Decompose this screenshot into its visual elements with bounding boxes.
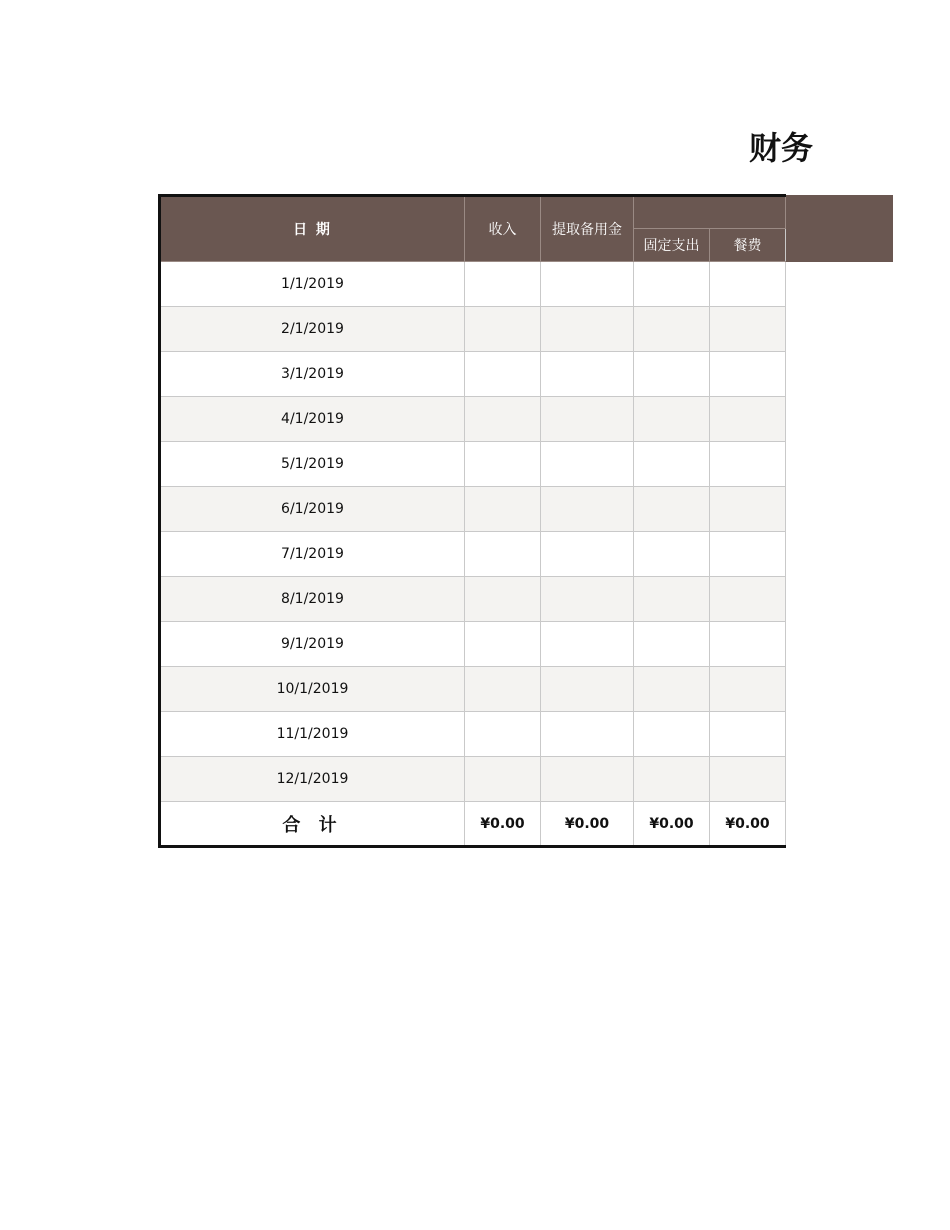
cell-fixed[interactable] — [634, 487, 710, 532]
sheet-title: 财务 — [749, 129, 814, 167]
cell-reserve[interactable] — [541, 262, 634, 307]
totals-row — [160, 802, 786, 847]
cell-fixed[interactable] — [634, 577, 710, 622]
cell-meals[interactable] — [710, 622, 786, 667]
cell-income[interactable] — [465, 622, 541, 667]
cell-fixed[interactable] — [634, 757, 710, 802]
cell-income[interactable] — [465, 352, 541, 397]
header-band-extension — [784, 195, 893, 262]
cell-reserve[interactable] — [541, 532, 634, 577]
cell-income[interactable] — [465, 442, 541, 487]
table-row — [160, 532, 786, 577]
table-row — [160, 307, 786, 352]
cell-meals[interactable] — [710, 397, 786, 442]
table-row — [160, 712, 786, 757]
cell-fixed[interactable] — [634, 712, 710, 757]
cell-fixed[interactable] — [634, 352, 710, 397]
cell-date[interactable]: 10/1/2019 — [160, 667, 465, 712]
table-row — [160, 352, 786, 397]
cell-date[interactable]: 2/1/2019 — [160, 307, 465, 352]
cell-fixed[interactable] — [634, 307, 710, 352]
header-expense-group[interactable] — [634, 196, 786, 229]
cell-income[interactable] — [465, 577, 541, 622]
cell-reserve[interactable] — [541, 397, 634, 442]
cell-income[interactable] — [465, 532, 541, 577]
cell-meals[interactable] — [710, 577, 786, 622]
cell-date[interactable]: 9/1/2019 — [160, 622, 465, 667]
header-income[interactable]: 收入 — [465, 196, 541, 262]
cell-meals[interactable] — [710, 532, 786, 577]
total-income[interactable]: ¥0.00 — [465, 802, 541, 847]
cell-date[interactable]: 12/1/2019 — [160, 757, 465, 802]
cell-meals[interactable] — [710, 667, 786, 712]
header-fixed[interactable]: 固定支出 — [634, 229, 710, 262]
table-row — [160, 622, 786, 667]
cell-income[interactable] — [465, 487, 541, 532]
total-reserve[interactable]: ¥0.00 — [541, 802, 634, 847]
cell-date[interactable]: 4/1/2019 — [160, 397, 465, 442]
cell-date[interactable]: 6/1/2019 — [160, 487, 465, 532]
cell-fixed[interactable] — [634, 262, 710, 307]
cell-meals[interactable] — [710, 262, 786, 307]
cell-fixed[interactable] — [634, 622, 710, 667]
cell-fixed[interactable] — [634, 397, 710, 442]
cell-reserve[interactable] — [541, 352, 634, 397]
cell-meals[interactable] — [710, 442, 786, 487]
table-row — [160, 397, 786, 442]
cell-income[interactable] — [465, 757, 541, 802]
cell-date[interactable]: 5/1/2019 — [160, 442, 465, 487]
cell-fixed[interactable] — [634, 442, 710, 487]
cell-reserve[interactable] — [541, 307, 634, 352]
cell-reserve[interactable] — [541, 487, 634, 532]
finance-table — [158, 194, 786, 848]
cell-income[interactable] — [465, 262, 541, 307]
cell-meals[interactable] — [710, 352, 786, 397]
cell-date[interactable]: 3/1/2019 — [160, 352, 465, 397]
table-row — [160, 442, 786, 487]
cell-meals[interactable] — [710, 487, 786, 532]
totals-label: 合 计 — [160, 802, 465, 847]
cell-income[interactable] — [465, 307, 541, 352]
cell-income[interactable] — [465, 667, 541, 712]
cell-reserve[interactable] — [541, 712, 634, 757]
cell-reserve[interactable] — [541, 577, 634, 622]
cell-income[interactable] — [465, 397, 541, 442]
cell-reserve[interactable] — [541, 622, 634, 667]
table-row — [160, 757, 786, 802]
table-row — [160, 667, 786, 712]
table-row — [160, 262, 786, 307]
table-row — [160, 487, 786, 532]
cell-date[interactable]: 8/1/2019 — [160, 577, 465, 622]
cell-reserve[interactable] — [541, 757, 634, 802]
cell-reserve[interactable] — [541, 667, 634, 712]
header-reserve[interactable]: 提取备用金 — [541, 196, 634, 262]
cell-fixed[interactable] — [634, 667, 710, 712]
cell-fixed[interactable] — [634, 532, 710, 577]
cell-date[interactable]: 1/1/2019 — [160, 262, 465, 307]
cell-meals[interactable] — [710, 712, 786, 757]
total-fixed[interactable]: ¥0.00 — [634, 802, 710, 847]
header-date[interactable]: 日 期 — [160, 196, 465, 262]
cell-meals[interactable] — [710, 307, 786, 352]
cell-reserve[interactable] — [541, 442, 634, 487]
cell-income[interactable] — [465, 712, 541, 757]
header-meals[interactable]: 餐费 — [710, 229, 786, 262]
table-row — [160, 577, 786, 622]
cell-date[interactable]: 11/1/2019 — [160, 712, 465, 757]
total-meals[interactable]: ¥0.00 — [710, 802, 786, 847]
cell-meals[interactable] — [710, 757, 786, 802]
cell-date[interactable]: 7/1/2019 — [160, 532, 465, 577]
